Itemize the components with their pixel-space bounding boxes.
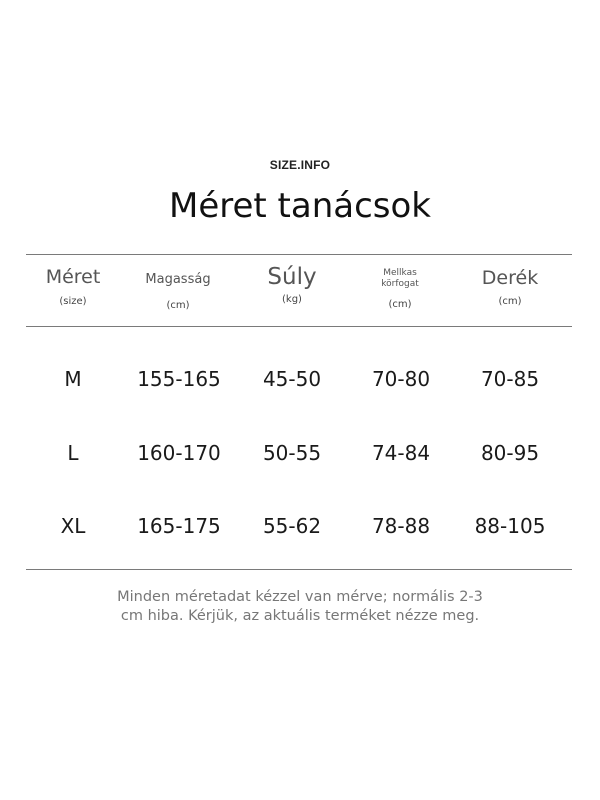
table-cell-height: 160-170 xyxy=(137,441,221,465)
measurement-footnote xyxy=(0,588,600,626)
column-header-weight xyxy=(232,264,352,305)
column-header-height xyxy=(118,272,238,311)
column-header-chest xyxy=(360,268,440,310)
column-header-size xyxy=(13,266,133,307)
column-header-unit: (size) xyxy=(59,296,87,307)
table-cell-weight: 50-55 xyxy=(262,441,322,465)
footnote-line: cm hiba. Kérjük, az aktuális terméket nézze meg. xyxy=(120,608,480,624)
table-cell-height: 155-165 xyxy=(137,367,221,391)
footnote-line: Minden méretadat kézzel van mérve; normális 2-3 xyxy=(117,589,483,605)
column-header-unit: (cm) xyxy=(498,296,522,307)
column-header-unit: (kg) xyxy=(282,294,302,305)
table-bottom-rule xyxy=(26,569,572,570)
section-kicker: SIZE.INFO xyxy=(269,158,331,172)
column-header-label: Derék xyxy=(481,267,539,289)
table-cell-waist: 88-105 xyxy=(474,514,546,538)
column-header-label: Méret xyxy=(45,266,101,288)
table-cell-waist: 80-95 xyxy=(480,441,540,465)
table-top-rule xyxy=(26,254,572,255)
table-cell-weight: 45-50 xyxy=(262,367,322,391)
column-header-unit: (cm) xyxy=(388,299,412,310)
column-header-waist xyxy=(450,267,570,307)
table-cell-size: XL xyxy=(60,514,86,538)
table-cell-chest: 74-84 xyxy=(371,441,431,465)
table-cell-size: M xyxy=(64,367,82,391)
table-header-rule xyxy=(26,326,572,327)
column-header-label: Súly xyxy=(267,264,317,290)
table-cell-chest: 78-88 xyxy=(371,514,431,538)
table-cell-weight: 55-62 xyxy=(262,514,322,538)
table-cell-waist: 70-85 xyxy=(480,367,540,391)
column-header-label: Mellkas körfogat xyxy=(381,268,419,289)
table-cell-size: L xyxy=(67,441,79,465)
table-cell-height: 165-175 xyxy=(137,514,221,538)
column-header-label: Magasság xyxy=(145,272,211,287)
column-header-unit: (cm) xyxy=(166,300,190,311)
table-cell-chest: 70-80 xyxy=(371,367,431,391)
page-title: Méret tanácsok xyxy=(169,186,431,226)
